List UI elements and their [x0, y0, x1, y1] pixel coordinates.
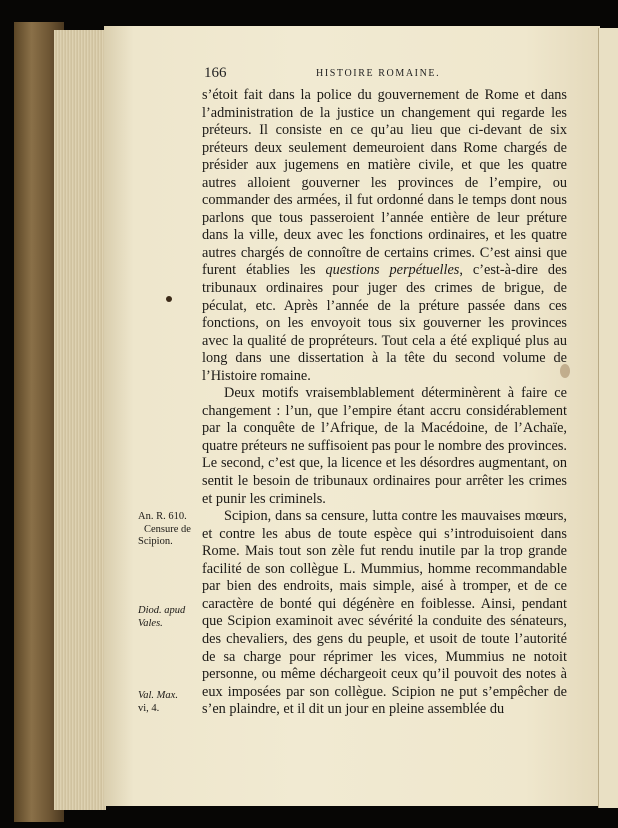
margin-note-diod [138, 605, 202, 630]
paragraph-2: Deux motifs vraisemblablement déterminèrent à faire ce changement : l’un, que l’empire étant accru considérablement par la conquête de l’Afrique, de la Macédoine, de l’Achaïe, quatre préteurs ne suffisoient pas pour le nombre des provinces. Le second, c’est que, la licence et les désordres augmentant, on sentit le besoin de tribunaux ordinaires pour arrêter les crimes et punir les criminels. [202, 385, 567, 507]
margin-note-line: Diod. apud [138, 605, 186, 616]
margin-note-line: An. R. 610. [138, 511, 187, 522]
italic-term: questions perpétuelles [325, 262, 460, 279]
paragraph-1-text: s’étoit fait dans la police du gouvernement de Rome et dans l’administration de la justice un changement qui regarde les préteurs. Il consiste en ce qu’au lieu que ci-devant de six préteurs deux seulement demeuroient dans Rome chargés de présider aux jugemens en matière civile, et que les quatre autres alloient gouverner les provinces de l’empire, ou commander des armées, il fut ordonné dans le temps dont nous parlons que tous passeroient l’année entière de leur préture dans la ville, deux avec les fonctions ordinaires, et les quatre autres chargés de connoître de certains crimes. C’est ainsi que furent établies les [202, 87, 567, 279]
margin-note-censure [138, 511, 202, 549]
page-number: 166 [204, 65, 227, 81]
margin-note-line: Vales. [138, 617, 163, 629]
paper-stain [560, 364, 570, 378]
margin-note-line: vi, 4. [138, 702, 160, 714]
next-page-edge [598, 28, 618, 808]
margin-note-line: Val. Max. [138, 690, 178, 701]
paragraph-1 [202, 87, 567, 385]
body-text [202, 87, 567, 719]
paragraph-3: Scipion, dans sa censure, lutta contre les mauvaises mœurs, et contre les abus de toute espèce qui s’introduisoient dans Rome. Mais tout son zèle fut rendu inutile par la trop grande facilité de son collègue L. Mummius, homme recommandable par bien des endroits, mais simple, aisé à tromper, et de ce caractère de bonté qui dégénère en foiblesse. Ainsi, pendant que Scipion examinoit avec sévérité la conduite des sénateurs, des chevaliers, des gens du peuple, et usoit de toute l’autorité de sa charge pour réprimer les vices, Mummius ne notoit personne, ou même déchargeoit ceux qu’il pouvoit des notes à eux imposées par son collègue. Scipion ne put s’empêcher de s’en plaindre, et il dit un jour en pleine assemblée du [202, 508, 567, 718]
margin-note-line: Censure de [144, 523, 191, 535]
running-title: HISTOIRE ROMAINE. [316, 68, 441, 79]
paragraph-1-rest: , c’est-à-dire des tribunaux ordinaires pour juger des crimes de brigue, de péculat, etc. Après l’année de la préture passée dans ces fonctions, on les envoyoit tous six gouverner les provinces avec la qualité de propréteurs. Tout cela a été expliqué plus au long dans une dissertation à la tête du second volume de l’Histoire romaine. [202, 262, 567, 384]
page-stack-edge [54, 30, 106, 810]
ink-spot [166, 296, 172, 302]
margin-note-line: Scipion. [138, 536, 173, 547]
margin-note-valmax [138, 690, 202, 715]
